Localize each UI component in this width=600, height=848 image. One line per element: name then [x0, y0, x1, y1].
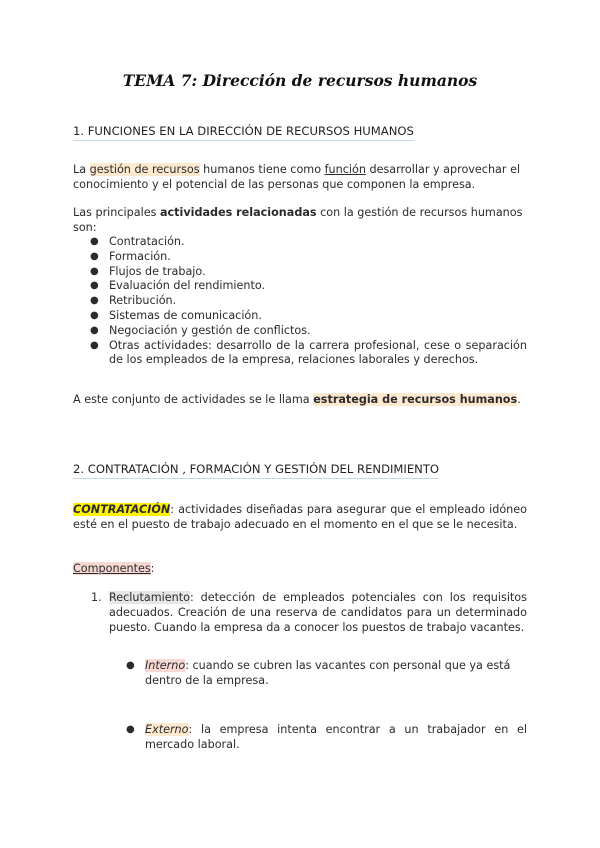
list-item: [73, 265, 527, 280]
list-item-text: Retribución.: [109, 294, 177, 308]
externo-text: : la empresa intenta encontrar a un trabajador en el mercado laboral.: [145, 723, 527, 751]
contratacion-text: actividades diseñadas para asegurar que el empleado idóneo esté en el puesto de trabajo adecuado en el momento en el que se le necesita.: [73, 503, 527, 531]
bullet-icon: ●: [90, 236, 99, 247]
contratacion-colon: :: [170, 503, 175, 516]
componentes-label: [73, 562, 527, 577]
numbered-item-reclutamiento: [91, 591, 527, 635]
list-item-text: Contratación.: [109, 235, 185, 248]
underline-funcion: función: [324, 163, 366, 176]
highlight-reclutamiento: Reclutamiento: [109, 591, 190, 604]
item-number: 1.: [91, 591, 102, 604]
componentes-colon: :: [150, 562, 155, 575]
activities-intro: [73, 206, 527, 236]
activities-intro-text: con la gestión de recursos humanos son:: [73, 206, 523, 234]
list-item-text: Negociación y gestión de conflictos.: [109, 323, 311, 337]
sub-item-interno: [126, 659, 527, 689]
contratacion-paragraph: [73, 503, 527, 533]
highlight-estrategia: estrategia de recursos humanos: [313, 393, 518, 406]
section-2-heading: 2. CONTRATACIÓN , FORMACIÓN Y GESTIÓN DEL RENDIMIENTO: [73, 462, 439, 479]
bold-actividades: actividades relacionadas: [159, 206, 317, 219]
list-item: [73, 294, 527, 309]
intro-text: La: [73, 163, 90, 176]
strategy-text: .: [517, 393, 521, 406]
bullet-icon: ●: [90, 295, 99, 307]
activities-intro-text: Las principales: [73, 206, 160, 219]
list-item: [73, 309, 527, 324]
list-item: [73, 324, 527, 339]
bullet-icon: ●: [90, 339, 99, 351]
intro-paragraph: [73, 163, 527, 193]
list-item: [73, 279, 527, 294]
page-title: TEMA 7: Dirección de recursos humanos: [122, 71, 478, 90]
list-item: [73, 339, 527, 369]
list-item: [73, 235, 527, 250]
intro-text: humanos tiene como: [199, 163, 325, 176]
strategy-text: A este conjunto de actividades se le llama: [73, 393, 314, 406]
list-item-text: Sistemas de comunicación.: [109, 308, 262, 322]
highlight-componentes: Componentes: [73, 562, 151, 575]
intro-text: desarrollar y aprovechar el conocimiento y el potencial de las personas que componen la empresa.: [73, 163, 521, 191]
bullet-icon: ●: [90, 280, 99, 292]
bullet-icon: ●: [90, 250, 99, 262]
section-1-heading: 1. FUNCIONES EN LA DIRECCIÓN DE RECURSOS HUMANOS: [73, 124, 414, 141]
bullet-icon: ●: [90, 265, 99, 277]
bullet-icon: ●: [90, 309, 99, 321]
sub-item-externo: [126, 723, 527, 753]
list-item-text: Formación.: [109, 249, 171, 263]
list-item-text: Otras actividades: desarrollo de la carrera profesional, cese o separación de los empleados de la empresa, relaciones laborales y derechos.: [109, 338, 527, 367]
highlight-externo: Externo: [145, 723, 189, 736]
bullet-icon: ●: [126, 660, 135, 671]
list-item-text: Flujos de trabajo.: [109, 264, 206, 278]
highlight-contratacion: CONTRATACIÓN: [73, 503, 171, 516]
highlight-interno: Interno: [145, 659, 186, 672]
interno-text: : cuando se cubren las vacantes con personal que ya está dentro de la empresa.: [145, 659, 511, 687]
bullet-icon: ●: [126, 724, 135, 735]
activities-list: [73, 235, 527, 368]
reclutamiento-text: : detección de empleados potenciales con los requisitos adecuados. Creación de una reserva de candidatos para un determinado puesto. Cuando la empresa da a conocer los puestos de trabajo vacantes.: [109, 591, 527, 634]
list-item: [73, 250, 527, 265]
bullet-icon: ●: [90, 324, 99, 336]
strategy-paragraph: [73, 393, 527, 408]
highlight-gestion: gestión de recursos: [89, 163, 200, 176]
list-item-text: Evaluación del rendimiento.: [109, 279, 266, 293]
